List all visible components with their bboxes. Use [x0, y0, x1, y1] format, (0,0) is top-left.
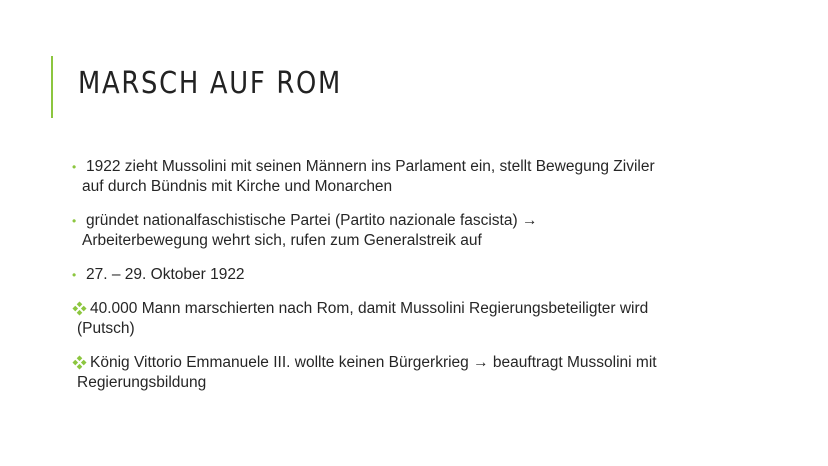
bullet-item [72, 299, 792, 339]
bullet-text: 27. – 29. Oktober 1922 [86, 266, 245, 283]
four-diamond-bullet-icon [72, 355, 87, 370]
bullet-dot-icon: • [72, 268, 77, 282]
bullet-item [72, 157, 792, 197]
bullet-text: gründet nationalfaschistische Partei (Partito nazionale fascista) → [86, 212, 538, 229]
title-accent-line [51, 56, 53, 118]
bullet-item [72, 353, 792, 393]
bullet-text: König Vittorio Emmanuele III. wollte keinen Bürgerkrieg → beauftragt Mussolini mit [90, 354, 657, 371]
bullet-dot-icon: • [72, 160, 77, 174]
bullet-text: Arbeiterbewegung wehrt sich, rufen zum Generalstreik auf [82, 232, 482, 249]
bullet-text: Regierungsbildung [77, 374, 207, 391]
bullet-text: auf durch Bündnis mit Kirche und Monarchen [82, 178, 393, 195]
bullet-text: (Putsch) [77, 320, 135, 337]
slide-title: MARSCH AUF ROM [78, 66, 342, 101]
bullet-item [72, 211, 792, 251]
bullet-item [72, 265, 792, 285]
bullet-text: 1922 zieht Mussolini mit seinen Männern ins Parlament ein, stellt Bewegung Ziviler [86, 158, 655, 175]
four-diamond-bullet-icon [72, 301, 87, 316]
bullet-dot-icon: • [72, 214, 77, 228]
bullet-text: 40.000 Mann marschierten nach Rom, damit Mussolini Regierungsbeteiligter wird [90, 300, 649, 317]
bullet-list [72, 157, 792, 407]
